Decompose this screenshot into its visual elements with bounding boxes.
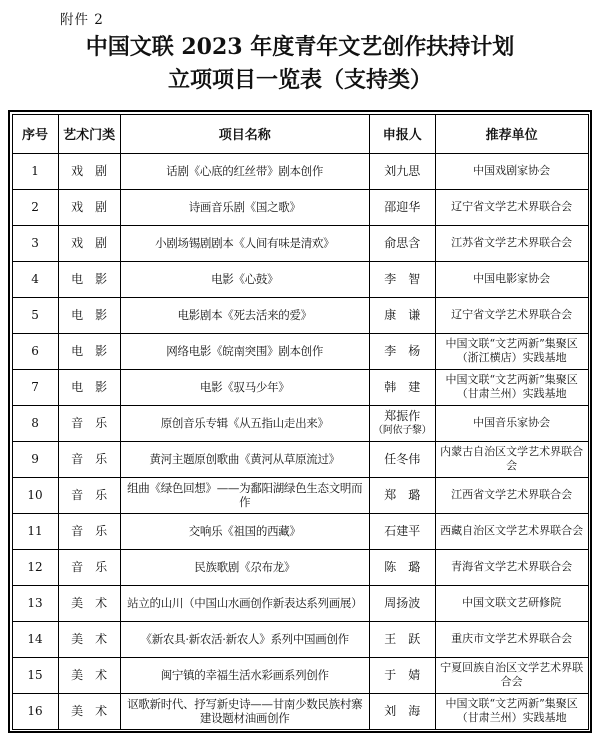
table-body: [12, 153, 588, 729]
cell-no: 13: [12, 585, 58, 621]
cell-category: 电 影: [58, 333, 120, 369]
cell-applicant: 刘九思: [369, 153, 435, 189]
cell-applicant: 于 婧: [369, 657, 435, 693]
column-header-1: 艺术门类: [58, 114, 120, 153]
projects-table-frame: [8, 110, 592, 733]
cell-category: 音 乐: [58, 513, 120, 549]
cell-recommender: 中国文联“文艺两新”集聚区（浙江横店）实践基地: [435, 333, 588, 369]
table-row: [12, 621, 588, 657]
cell-project: 站立的山川（中国山水画创作新表达系列画展）: [120, 585, 369, 621]
table-row: [12, 189, 588, 225]
cell-no: 4: [12, 261, 58, 297]
cell-category: 电 影: [58, 369, 120, 405]
cell-project: 电影《驭马少年》: [120, 369, 369, 405]
table-header-row: [12, 114, 588, 153]
cell-recommender: 内蒙古自治区文学艺术界联合会: [435, 441, 588, 477]
document-title: [0, 31, 600, 97]
cell-project: 电影《心鼓》: [120, 261, 369, 297]
table-row: [12, 513, 588, 549]
cell-applicant: 邵迎华: [369, 189, 435, 225]
cell-no: 2: [12, 189, 58, 225]
cell-category: 戏 剧: [58, 189, 120, 225]
cell-recommender: 中国音乐家协会: [435, 405, 588, 441]
cell-applicant: 任冬伟: [369, 441, 435, 477]
cell-recommender: 中国文联文艺研修院: [435, 585, 588, 621]
cell-recommender: 江苏省文学艺术界联合会: [435, 225, 588, 261]
table-row: [12, 657, 588, 693]
cell-category: 音 乐: [58, 441, 120, 477]
table-row: [12, 585, 588, 621]
column-header-3: 申报人: [369, 114, 435, 153]
cell-no: 6: [12, 333, 58, 369]
cell-applicant: 李 杨: [369, 333, 435, 369]
cell-category: 戏 剧: [58, 225, 120, 261]
projects-table: [12, 114, 589, 730]
document-title-line2: 立项项目一览表（支持类）: [167, 67, 432, 93]
column-header-2: 项目名称: [120, 114, 369, 153]
table-row: [12, 297, 588, 333]
cell-applicant: 石建平: [369, 513, 435, 549]
cell-applicant: 周扬波: [369, 585, 435, 621]
cell-project: 讴歌新时代、抒写新史诗——甘南少数民族村寨建设题材油画创作: [120, 693, 369, 729]
cell-no: 9: [12, 441, 58, 477]
cell-applicant: 韩 建: [369, 369, 435, 405]
cell-no: 8: [12, 405, 58, 441]
cell-recommender: 中国电影家协会: [435, 261, 588, 297]
cell-recommender: 重庆市文学艺术界联合会: [435, 621, 588, 657]
table-row: [12, 477, 588, 513]
cell-recommender: 青海省文学艺术界联合会: [435, 549, 588, 585]
table-row: [12, 693, 588, 729]
cell-applicant: 俞思含: [369, 225, 435, 261]
cell-applicant: 王 跃: [369, 621, 435, 657]
cell-no: 14: [12, 621, 58, 657]
cell-no: 16: [12, 693, 58, 729]
cell-applicant: 刘 海: [369, 693, 435, 729]
cell-category: 电 影: [58, 297, 120, 333]
cell-category: 电 影: [58, 261, 120, 297]
cell-recommender: 辽宁省文学艺术界联合会: [435, 189, 588, 225]
cell-no: 15: [12, 657, 58, 693]
cell-project: 诗画音乐剧《国之歌》: [120, 189, 369, 225]
cell-applicant: 郑 璐: [369, 477, 435, 513]
cell-category: 美 术: [58, 693, 120, 729]
cell-project: 小剧场锡剧剧本《人间有味是清欢》: [120, 225, 369, 261]
cell-project: 闽宁镇的幸福生活水彩画系列创作: [120, 657, 369, 693]
cell-recommender: 西藏自治区文学艺术界联合会: [435, 513, 588, 549]
cell-category: 音 乐: [58, 405, 120, 441]
cell-recommender: 辽宁省文学艺术界联合会: [435, 297, 588, 333]
cell-no: 12: [12, 549, 58, 585]
cell-no: 1: [12, 153, 58, 189]
column-header-4: 推荐单位: [435, 114, 588, 153]
cell-project: 原创音乐专辑《从五指山走出来》: [120, 405, 369, 441]
table-row: [12, 441, 588, 477]
cell-project: 民族歌剧《尕布龙》: [120, 549, 369, 585]
cell-applicant: 陈 璐: [369, 549, 435, 585]
cell-project: 网络电影《皖南突围》剧本创作: [120, 333, 369, 369]
cell-applicant: 郑振作 （阿依子黎）: [369, 405, 435, 441]
cell-category: 戏 剧: [58, 153, 120, 189]
cell-project: 交响乐《祖国的西藏》: [120, 513, 369, 549]
cell-category: 美 术: [58, 657, 120, 693]
document-title-line1: 中国文联 2023 年度青年文艺创作扶持计划: [85, 34, 515, 60]
column-header-0: 序号: [12, 114, 58, 153]
attachment-label: 附件 2: [60, 12, 104, 28]
cell-recommender: 江西省文学艺术界联合会: [435, 477, 588, 513]
cell-no: 3: [12, 225, 58, 261]
table-header: [12, 114, 588, 153]
cell-applicant: 康 谦: [369, 297, 435, 333]
table-row: [12, 153, 588, 189]
table-row: [12, 369, 588, 405]
cell-project: 黄河主题原创歌曲《黄河从草原流过》: [120, 441, 369, 477]
cell-project: 话剧《心底的红丝带》剧本创作: [120, 153, 369, 189]
cell-category: 音 乐: [58, 549, 120, 585]
cell-project: 《新农具·新农活·新农人》系列中国画创作: [120, 621, 369, 657]
cell-recommender: 中国文联“文艺两新”集聚区（甘肃兰州）实践基地: [435, 693, 588, 729]
cell-no: 10: [12, 477, 58, 513]
cell-applicant: 李 智: [369, 261, 435, 297]
cell-category: 美 术: [58, 585, 120, 621]
cell-recommender: 中国戏剧家协会: [435, 153, 588, 189]
cell-no: 11: [12, 513, 58, 549]
cell-recommender: 中国文联“文艺两新”集聚区（甘肃兰州）实践基地: [435, 369, 588, 405]
cell-no: 7: [12, 369, 58, 405]
table-row: [12, 333, 588, 369]
table-row: [12, 549, 588, 585]
table-row: [12, 225, 588, 261]
cell-no: 5: [12, 297, 58, 333]
table-row: [12, 261, 588, 297]
cell-project: 组曲《绿色回想》——为鄱阳湖绿色生态文明而作: [120, 477, 369, 513]
cell-category: 美 术: [58, 621, 120, 657]
cell-category: 音 乐: [58, 477, 120, 513]
table-row: [12, 405, 588, 441]
cell-project: 电影剧本《死去活来的爱》: [120, 297, 369, 333]
cell-recommender: 宁夏回族自治区文学艺术界联合会: [435, 657, 588, 693]
